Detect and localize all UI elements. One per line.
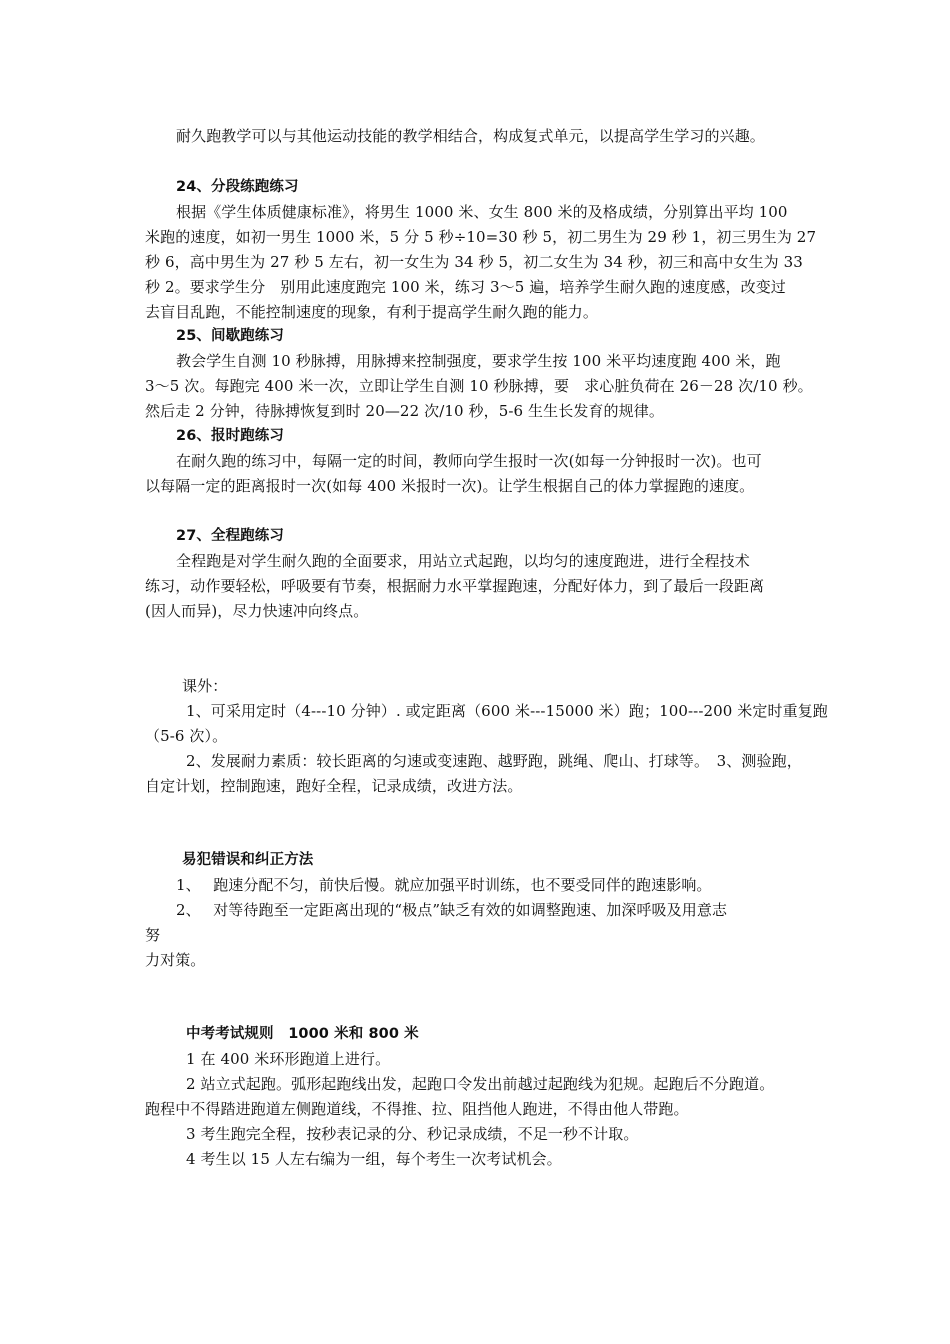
section-24-line: 米跑的速度，如初一男生 1000 米，5 分 5 秒÷10=30 秒 5，初二男生为 29 秒 1，初三男生为 27	[145, 228, 817, 246]
section-25-line: 3～5 次。每跑完 400 米一次，立即让学生自测 10 秒脉搏，要 求心脏负荷在 26－28 次/10 秒。	[145, 377, 813, 395]
exam-line: 2 站立式起跑。弧形起跑线出发，起跑口令发出前越过起跑线为犯规。起跑后不分跑道。	[186, 1075, 775, 1093]
extra-line: 1、可采用定时（4---10 分钟）. 或定距离（600 米---15000 米）跑；100---200 米定时重复跑	[186, 702, 828, 720]
extra-line: 自定计划，控制跑速，跑好全程，记录成绩，改进方法。	[145, 777, 523, 795]
section-26-line: 在耐久跑的练习中，每隔一定的时间，教师向学生报时一次(如每一分钟报时一次)。也可	[176, 452, 762, 470]
section-26-heading: 26、报时跑练习	[176, 428, 284, 444]
exam-line: 3 考生跑完全程，按秒表记录的分、秒记录成绩，不足一秒不计取。	[186, 1125, 639, 1143]
extra-heading: 课外：	[182, 677, 228, 695]
extra-line: （5-6 次）。	[145, 727, 228, 745]
section-27-heading: 27、全程跑练习	[176, 528, 284, 544]
section-24-line: 秒 6，高中男生为 27 秒 5 左右，初一女生为 34 秒 5，初二女生为 34 秒，初三和高中女生为 33	[145, 253, 803, 271]
section-27-line: (因人而异)，尽力快速冲向终点。	[145, 602, 369, 620]
section-24-line: 秒 2。要求学生分 别用此速度跑完 100 米，练习 3～5 遍，培养学生耐久跑的速度感，改变过	[145, 278, 786, 296]
section-27-line: 练习，动作要轻松，呼吸要有节奏，根据耐力水平掌握跑速，分配好体力，到了最后一段距离	[145, 577, 765, 595]
errors-line: 1、 跑速分配不匀，前快后慢。就应加强平时训练，也不要受同伴的跑速影响。	[176, 876, 712, 894]
errors-line: 努	[145, 926, 161, 944]
intro-paragraph: 耐久跑教学可以与其他运动技能的教学相结合，构成复式单元，以提高学生学习的兴趣。	[176, 127, 765, 145]
section-27-line: 全程跑是对学生耐久跑的全面要求，用站立式起跑，以均匀的速度跑进，进行全程技术	[176, 552, 750, 570]
section-25-line: 然后走 2 分钟，待脉搏恢复到时 20—22 次/10 秒，5-6 生生长发育的规律。	[145, 402, 664, 420]
errors-line: 2、 对等待跑至一定距离出现的“极点”缺乏有效的如调整跑速、加深呼吸及用意志	[176, 901, 728, 919]
section-25-heading: 25、间歇跑练习	[176, 328, 284, 344]
exam-line: 4 考生以 15 人左右编为一组，每个考生一次考试机会。	[186, 1150, 562, 1168]
errors-line: 力对策。	[145, 951, 206, 969]
exam-line: 1 在 400 米环形跑道上进行。	[186, 1050, 391, 1068]
section-25-line: 教会学生自测 10 秒脉搏，用脉搏来控制强度，要求学生按 100 米平均速度跑 400 米，跑	[176, 352, 781, 370]
errors-heading: 易犯错误和纠正方法	[182, 852, 314, 868]
exam-heading: 中考考试规则 1000 米和 800 米	[186, 1026, 419, 1042]
section-24-line: 根据《学生体质健康标准》，将男生 1000 米、女生 800 米的及格成绩，分别算出平均 100	[176, 203, 788, 221]
extra-line: 2、发展耐力素质：较长距离的匀速或变速跑、越野跑，跳绳、爬山、打球等。 3、测验跑，	[186, 752, 802, 770]
section-26-line: 以每隔一定的距离报时一次(如每 400 米报时一次)。让学生根据自己的体力掌握跑的速度。	[145, 477, 755, 495]
section-24-heading: 24、分段练跑练习	[176, 179, 299, 195]
exam-line: 跑程中不得踏进跑道左侧跑道线，不得推、拉、阻挡他人跑进，不得由他人带跑。	[145, 1100, 689, 1118]
section-24-line: 去盲目乱跑，不能控制速度的现象，有利于提高学生耐久跑的能力。	[145, 303, 599, 321]
